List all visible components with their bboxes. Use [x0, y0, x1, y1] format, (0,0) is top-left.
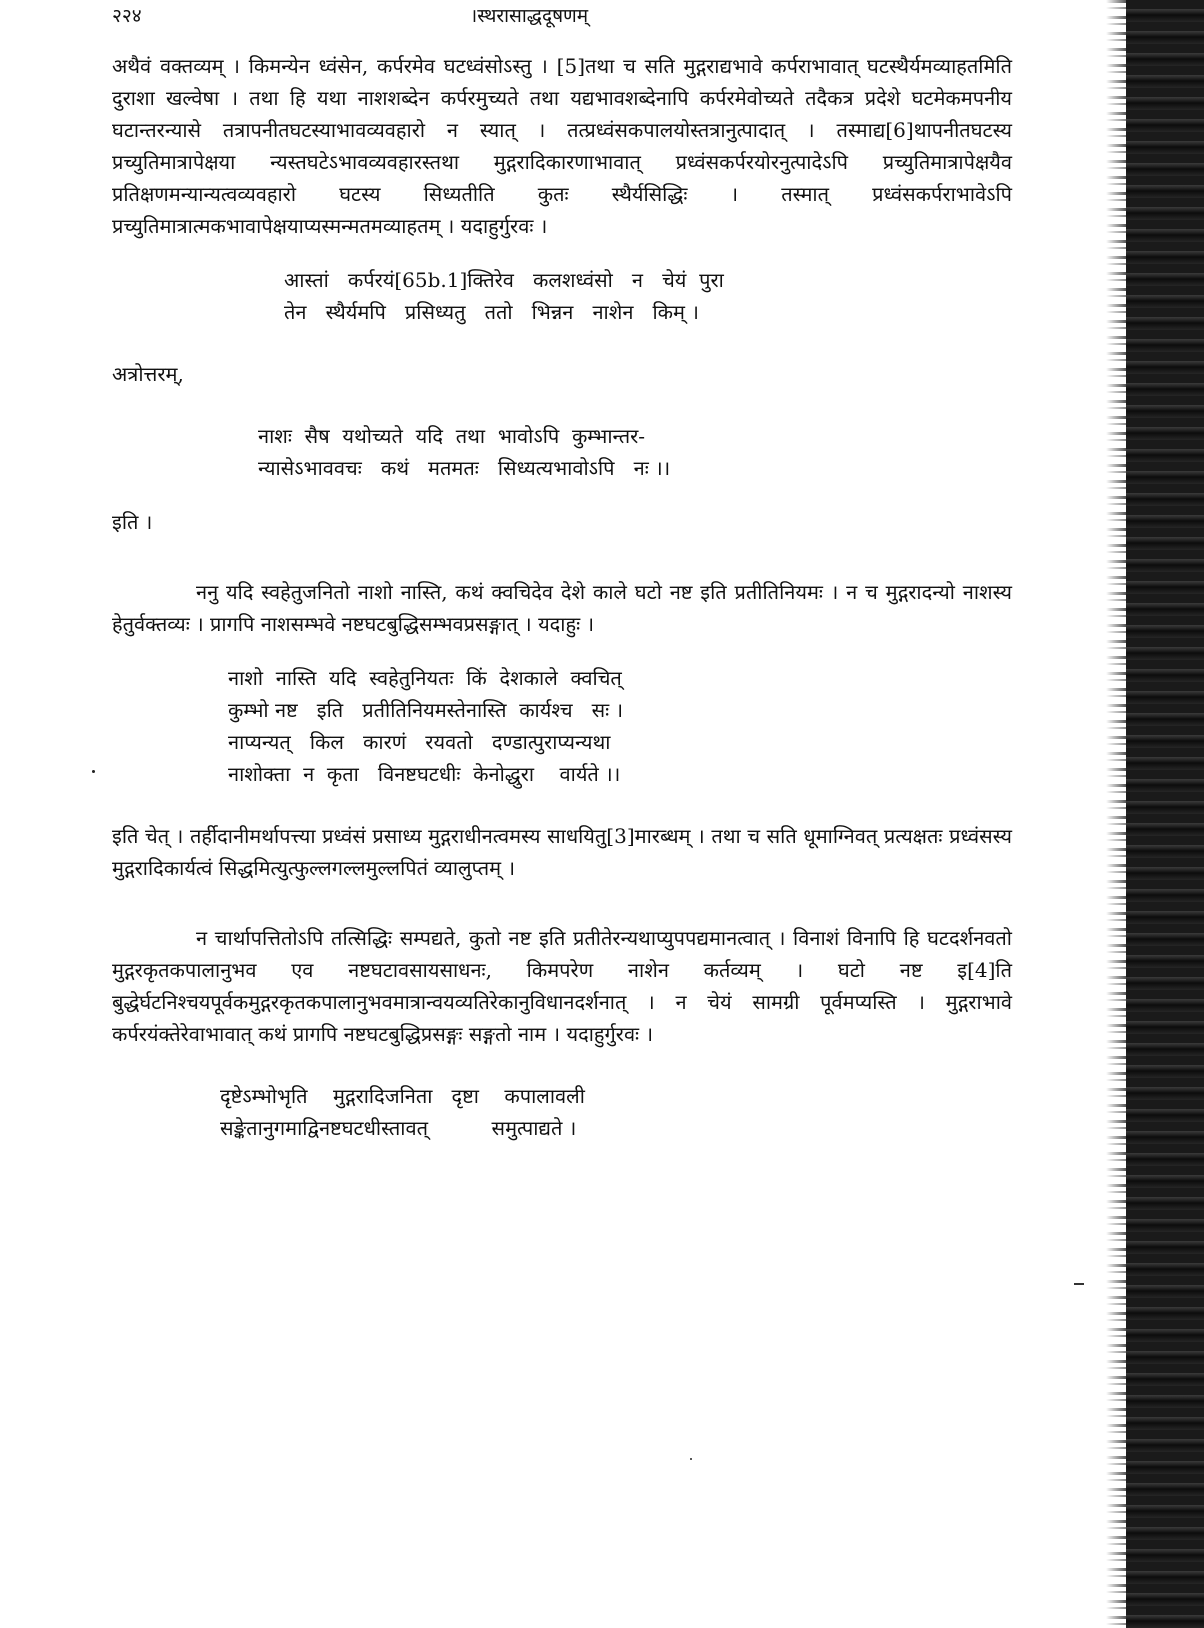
- section-label: अत्रोत्तरम्,: [112, 362, 184, 386]
- scanned-page-edge: [1126, 0, 1204, 1628]
- page-number: २२४: [112, 5, 142, 27]
- verse-line: नाप्यन्यत् किल कारणं रयवतो दण्डात्पुराप्यन्यथा: [228, 730, 611, 754]
- verse-line: नाशो नास्ति यदि स्वहेतुनियतः किं देशकाले क्वचित्: [228, 666, 622, 690]
- prose-paragraph: इति चेत् । तर्हीदानीमर्थापत्त्या प्रध्वंसं प्रसाध्य मुद्गराधीनत्वमस्य साधयितु[3]मारब्धम् । तथा च सति धूमाग्निवत् प्रत्यक्षतः प्रध्वंसस्य मुद्गरादिकार्यत्वं सिद्धमित्युत्फुल्लगल्लमुल्लपितं व्यालुप्तम् ।: [112, 824, 1012, 880]
- verse-line: दृष्टेऽम्भोभृति मुद्गरादिजनिता दृष्टा कपालावली: [220, 1084, 585, 1108]
- prose-paragraph: ननु यदि स्वहेतुजनितो नाशो नास्ति, कथं क्वचिदेव देशे काले घटो नष्ट इति प्रतीतिनियमः । न च मुद्गरादन्यो नाशस्य हेतुर्वक्तव्यः । प्रागपि नाशसम्भवे नष्टघटबुद्धिसम्भवप्रसङ्गात् । यदाहुः ।: [112, 580, 1012, 636]
- spacer: [112, 538, 1012, 576]
- verse-line: आस्तां कर्परयं[65b.1]क्तिरेव कलशध्वंसो न चेयं पुरा: [284, 268, 724, 292]
- section-label: इति ।: [112, 510, 153, 534]
- running-title: ।स्थरासाद्धदूषणम्: [470, 5, 589, 27]
- verse-block: [112, 264, 1012, 328]
- spacer: [112, 1050, 1012, 1080]
- prose-paragraph: न चार्थापत्तितोऽपि तत्सिद्धिः सम्पद्यते, कुतो नष्ट इति प्रतीतेरन्यथाप्युपपद्यमानत्वात् । विनाशं विनापि हि घटदर्शनवतो मुद्गरकृतकपालानुभव एव नष्टघटावसायसाधनः, किमपरेण नाशेन कर्तव्यम् । घटो नष्ट इ[4]ति बुद्धेर्घटनिश्चयपूर्वकमुद्गरकृतकपालानुभवमात्रान्वयव्यतिरेकानुविधानदर्शनात् । न चेयं सामग्री पूर्वमप्यस्ति । मुद्गराभावे कर्परयंक्तेरेवाभावात् कथं प्रागपि नष्टघटबुद्धिप्रसङ्गः सङ्गतो नाम । यदाहुर्गुरवः ।: [112, 926, 1012, 1046]
- spacer: [112, 790, 1012, 820]
- spacer: [112, 640, 1012, 662]
- spacer: [112, 390, 1012, 420]
- spacer: [112, 242, 1012, 264]
- page-header: [0, 0, 1100, 28]
- page-body: [112, 50, 1012, 1144]
- prose-paragraph: अथैवं वक्तव्यम् । किमन्येन ध्वंसेन, कर्परमेव घटध्वंसोऽस्तु । [5]तथा च सति मुद्गराद्यभावे कर्पराभावात् घटस्थैर्यमव्याहतमिति दुराशा खल्वेषा । तथा हि यथा नाशशब्देन कर्परमुच्यते तथा यद्यभावशब्देनापि कर्परमेवोच्यते तदैकत्र प्रदेशे घटमेकमपनीय घटान्तरन्यासे तत्रापनीतघटस्याभावव्यवहारो न स्यात् । तत्प्रध्वंसकपालयोस्तत्रानुत्पादात् । तस्माद्य[6]थापनीतघटस्य प्रच्युतिमात्रापेक्षया न्यस्तघटेऽभावव्यवहारस्तथा मुद्गरादिकारणाभावात् प्रध्वंसकर्परयोरनुत्पादेऽपि प्रच्युतिमात्रापेक्षयैव प्रतिक्षणमन्यान्यत्वव्यवहारो घटस्य सिध्यतीति कुतः स्थैर्यसिद्धिः । तस्मात् प्रध्वंसकर्पराभावेऽपि प्रच्युतिमात्रात्मकभावापेक्षयाप्यस्मन्मतमव्याहतम् । यदाहुर्गुरवः ।: [112, 54, 1012, 238]
- spacer: [112, 484, 1012, 506]
- verse-line: कुम्भो नष्ट इति प्रतीतिनियमस्तेनास्ति कार्यश्च सः ।: [228, 698, 624, 722]
- stray-ink-mark: [92, 770, 95, 773]
- verse-line: नाशः सैष यथोच्यते यदि तथा भावोऽपि कुम्भान्तर-: [258, 424, 646, 448]
- verse-block: [112, 1080, 1012, 1144]
- verse-line: नाशोक्ता न कृता विनष्टघटधीः केनोद्धुरा वार्यते ।।: [228, 762, 621, 786]
- spacer: [112, 884, 1012, 922]
- spacer: [112, 328, 1012, 358]
- verse-block: [112, 420, 1012, 484]
- verse-line: न्यासेऽभाववचः कथं मतमतः सिध्यत्यभावोऽपि नः ।।: [258, 456, 671, 480]
- margin-dash: [1074, 1283, 1084, 1285]
- verse-line: तेन स्थैर्यमपि प्रसिध्यतु ततो भिन्नन नाशेन किम् ।: [284, 300, 699, 324]
- verse-block: [112, 662, 1012, 790]
- stray-ink-mark: [690, 1458, 692, 1460]
- verse-line: सङ्केतानुगमाद्विनष्टघटधीस्तावत् समुत्पाद्यते ।: [220, 1116, 577, 1140]
